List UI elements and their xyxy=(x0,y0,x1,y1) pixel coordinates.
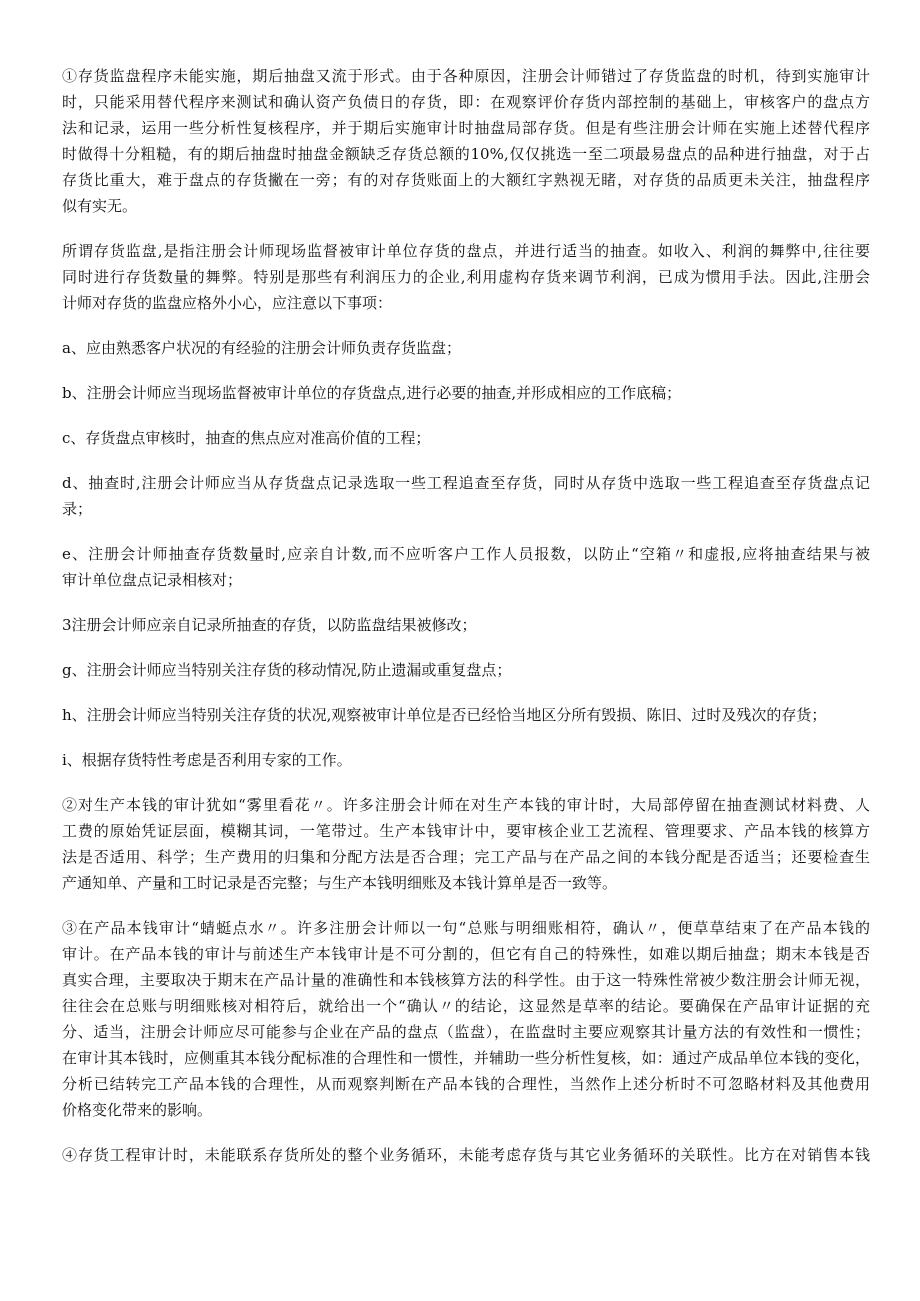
text-line: 真实合理，主要取决于期末在产品计量的准确性和本钱核算方法的科学性。由于这一特殊性常被少数注册会计师无视， xyxy=(62,971,870,989)
list-item-h xyxy=(62,702,870,728)
text-line: 产通知单、产量和工时记录是否完整；与生产本钱明细账及本钱计算单是否一致等。 xyxy=(62,874,618,892)
text-line: 似有实无。 xyxy=(62,197,138,215)
paragraph-1 xyxy=(62,63,870,219)
text-line: ①存货监盘程序未能实施，期后抽盘又流于形式。由于各种原因，注册会计师错过了存货监盘的时机，待到实施审计 xyxy=(62,67,870,85)
text-line: ③在产品本钱审计“蜻蜓点水〃。许多注册会计师以一句“总账与明细账相符，确认〃，便草草结束了在产品本钱的 xyxy=(62,919,870,937)
text-line: e、注册会计师抽查存货数量时,应亲自计数,而不应听客户工作人员报数，以防止“空箱〃和虚报,应将抽查结果与被 xyxy=(62,545,870,563)
text-line: h、注册会计师应当特别关注存货的状况,观察被审计单位是否已经恰当地区分所有毁损、陈旧、过时及残次的存货； xyxy=(62,706,827,724)
text-line: 价格变化带来的影响。 xyxy=(62,1101,213,1119)
text-line: g、注册会计师应当特别关注存货的移动情况,防止遗漏或重复盘点； xyxy=(62,661,512,679)
text-line: 录； xyxy=(62,500,93,518)
text-line: 同时进行存货数量的舞弊。特别是那些有利润压力的企业,利用虚构存货来调节利润，已成为惯用手法。因此,注册会 xyxy=(62,268,870,286)
text-line: 审计。在产品本钱的审计与前述生产本钱审计是不可分割的，但它有自己的特殊性，如难以期后抽盘；期末本钱是否 xyxy=(62,945,870,963)
text-line: ②对生产本钱的审计犹如“雾里看花〃。许多注册会计师在对生产本钱的审计时，大局部停留在抽查测试材料费、人 xyxy=(62,796,870,814)
text-line: 存货比重大，难于盘点的存货撇在一旁；有的对存货账面上的大额红字熟视无睹，对存货的品质更未关注，抽盘程序 xyxy=(62,171,870,189)
text-line: 时，只能采用替代程序来测试和确认资产负债日的存货，即：在观察评价存货内部控制的基础上，审核客户的盘点方 xyxy=(62,93,870,111)
text-line: a、应由熟悉客户状况的有经验的注册会计师负责存货监盘； xyxy=(62,339,461,357)
list-item-c xyxy=(62,425,870,451)
text-line: d、抽查时,注册会计师应当从存货盘点记录选取一些工程追查至存货，同时从存货中选取一些工程追查至存货盘点记 xyxy=(62,474,870,492)
text-line: 所谓存货监盘,是指注册会计师现场监督被审计单位存货的盘点，并进行适当的抽查。如收入、利润的舞弊中,往往要 xyxy=(62,242,870,260)
text-line: 分析已结转完工产品本钱的合理性，从而观察判断在产品本钱的合理性，当然作上述分析时不可忽略材料及其他费用 xyxy=(62,1075,870,1093)
list-item-a xyxy=(62,335,870,361)
list-item-b xyxy=(62,380,870,406)
text-line: 往往会在总账与明细账核对相符后，就给出一个“确认〃的结论，这显然是草率的结论。要确保在产品审计证据的充 xyxy=(62,997,870,1015)
paragraph-circled-2 xyxy=(62,792,870,896)
text-line: i、根据存货特性考虑是否利用专家的工作。 xyxy=(62,751,352,769)
text-line: 时做得十分粗糙，有的期后抽盘时抽盘金额缺乏存货总额的10%,仅仅挑选一至二项最易盘点的品种进行抽盘，对于占 xyxy=(62,145,870,163)
text-line: 3注册会计师应亲自记录所抽查的存货，以防监盘结果被修改； xyxy=(62,616,477,634)
text-line: ④存货工程审计时，未能联系存货所处的整个业务循环，未能考虑存货与其它业务循环的关联性。比方在对销售本钱 xyxy=(62,1146,870,1164)
text-line: b、注册会计师应当现场监督被审计单位的存货盘点,进行必要的抽查,并形成相应的工作底稿； xyxy=(62,384,682,402)
text-line: 在审计其本钱时，应侧重其本钱分配标准的合理性和一惯性，并辅助一些分析性复核，如：通过产成品单位本钱的变化， xyxy=(62,1049,870,1067)
text-line: 审计单位盘点记录相核对； xyxy=(62,571,243,589)
document-body xyxy=(62,63,870,1187)
paragraph-circled-4 xyxy=(62,1142,870,1168)
text-line: 法是否适用、科学；生产费用的归集和分配方法是否合理；完工产品与在产品之间的本钱分配是否适当；还要检查生 xyxy=(62,848,870,866)
list-item-d xyxy=(62,470,870,522)
text-line: 计师对存货的监盘应格外小心，应注意以下事项： xyxy=(62,294,393,312)
text-line: 工费的原始凭证层面，模糊其词，一笔带过。生产本钱审计中，要审核企业工艺流程、管理要求、产品本钱的核算方 xyxy=(62,822,870,840)
list-item-e xyxy=(62,541,870,593)
list-item-i xyxy=(62,747,870,773)
paragraph-2 xyxy=(62,238,870,316)
text-line: c、存货盘点审核时，抽查的焦点应对准高价值的工程； xyxy=(62,429,431,447)
paragraph-circled-3 xyxy=(62,915,870,1123)
text-line: 分、适当，注册会计师应尽可能参与企业在产品的盘点（监盘），在监盘时主要应观察其计量方法的有效性和一惯性； xyxy=(62,1023,870,1041)
text-line: 法和记录，运用一些分析性复核程序，并于期后实施审计时抽盘局部存货。但是有些注册会计师在实施上述替代程序 xyxy=(62,119,870,137)
list-item-g xyxy=(62,657,870,683)
list-item-f xyxy=(62,612,870,638)
